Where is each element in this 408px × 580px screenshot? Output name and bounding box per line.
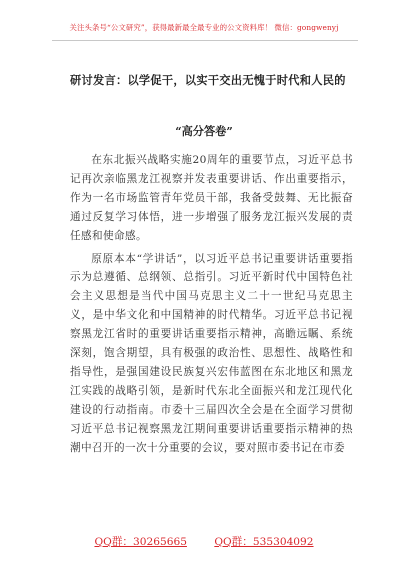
header-banner: 关注头条号“公文研究”，获得最新最全最专业的公文资料库！ 微信：gongwenyj: [69, 23, 339, 32]
qq-group-1: QQ群：30265665: [94, 536, 187, 548]
paragraph: 原原本本“学讲话”，以习近平总书记重要讲话重要指示为总遵循、总纲领、总指引。习近平新时代中国特色社会主义思想是当代中国马克思主义二十一世纪马克思主义，是中华文化和中国精神的时代精华。习近平总书记视察黑龙江省时的重要讲话重要指示精神，高瞻远瞩、系统深刻，饱含期望，具有极强的政治性、思想性、战略性和指导性，是强国建设民族复兴宏伟蓝图在东北地区和黑龙江实践的战略引领，是新时代东北全面振兴和龙江现代化建设的行动指南。市委十三届四次全会是在全面学习贯彻习近平总书记视察黑龙江期间重要讲话重要指示精神的热潮中召开的一次十分重要的会议，要对照市委书记在市委: [70, 252, 353, 454]
document-subtitle: “高分答卷”: [175, 124, 233, 138]
document-body: [70, 151, 353, 458]
qq-group-2: QQ群：535304092: [214, 536, 314, 548]
header-divider: [52, 40, 358, 41]
paragraph: 在东北振兴战略实施20周年的重要节点，习近平总书记再次亲临黑龙江视察并发表重要讲话、作出重要指示，作为一名市场监管青年党员干部，我备受鼓舞、无比振奋通过反复学习体悟，进一步增强了服务龙江振兴发展的责任感和使命感。: [70, 154, 353, 242]
footer: [0, 534, 408, 549]
document-title: 研讨发言：以学促干，以实干交出无愧于时代和人民的: [70, 73, 346, 87]
